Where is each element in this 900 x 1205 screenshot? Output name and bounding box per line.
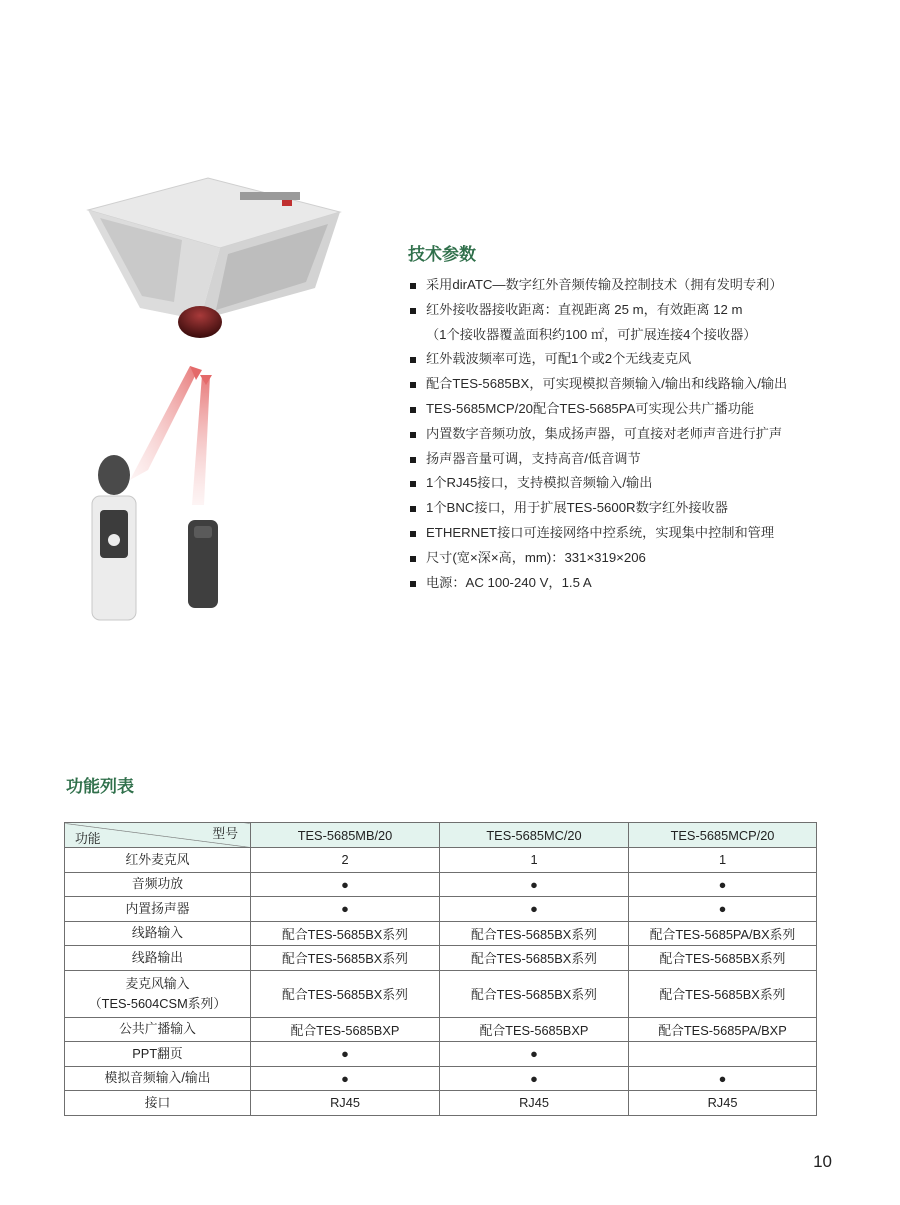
spec-item [408, 571, 858, 596]
spec-item [408, 447, 858, 472]
table-cell: 配合TES-5685BX系列 [251, 946, 440, 971]
table-row [65, 897, 817, 922]
row-header: 音频功放 [65, 872, 251, 897]
specs-title: 技术参数 [408, 245, 476, 264]
table-cell: ● [440, 1066, 629, 1091]
spec-item [408, 298, 858, 323]
row-header: PPT翻页 [65, 1042, 251, 1067]
spec-list [408, 273, 858, 595]
table-cell: 配合TES-5685BX系列 [629, 946, 817, 971]
spec-item [408, 397, 858, 422]
tech-specs [408, 240, 858, 595]
feature-table-title: 功能列表 [66, 777, 134, 796]
row-header: 红外麦克风 [65, 848, 251, 873]
row-header-line: （TES-5604CSM系列） [88, 995, 227, 1011]
spec-text: TES-5685MCP/20配合TES-5685PA可实现公共广播功能 [426, 400, 755, 416]
spec-item [408, 347, 858, 372]
table-cell: ● [251, 897, 440, 922]
bullet-icon [410, 283, 416, 289]
row-header: 公共广播输入 [65, 1017, 251, 1042]
spec-text: 扬声器音量可调，支持高音/低音调节 [426, 450, 641, 466]
table-cell [629, 1042, 817, 1067]
table-row [65, 1017, 817, 1042]
table-cell: RJ45 [251, 1091, 440, 1116]
product-illustration [70, 170, 370, 630]
table-cell: 配合TES-5685BX系列 [251, 970, 440, 1017]
bullet-icon [410, 432, 416, 438]
pendant-microphone [188, 520, 218, 608]
spec-text: 电源：AC 100-240 V，1.5 A [426, 574, 592, 590]
bullet-icon [410, 407, 416, 413]
row-header: 接口 [65, 1091, 251, 1116]
spec-item [408, 422, 858, 447]
feature-table [64, 822, 817, 1116]
bullet-icon [410, 382, 416, 388]
spec-item [408, 372, 858, 397]
spec-item-continuation [408, 323, 858, 348]
table-cell: 配合TES-5685BX系列 [440, 921, 629, 946]
bullet-icon [410, 531, 416, 537]
bullet-icon [410, 357, 416, 363]
bullet-icon [410, 457, 416, 463]
bullet-icon [410, 308, 416, 314]
spec-item [408, 273, 858, 298]
bullet-icon [410, 506, 416, 512]
table-row [65, 848, 817, 873]
table-corner-cell [65, 823, 251, 848]
table-cell: ● [251, 1066, 440, 1091]
table-cell: 配合TES-5685PA/BXP [629, 1017, 817, 1042]
spec-text: 内置数字音频功放，集成扬声器，可直接对老师声音进行扩声 [426, 425, 783, 441]
table-row [65, 1042, 817, 1067]
table-cell: 配合TES-5685BXP [251, 1017, 440, 1042]
table-cell: 1 [440, 848, 629, 873]
row-header: 内置扬声器 [65, 897, 251, 922]
row-header: 模拟音频输入/输出 [65, 1066, 251, 1091]
bullet-icon [410, 481, 416, 487]
table-cell: ● [251, 1042, 440, 1067]
table-cell: RJ45 [629, 1091, 817, 1116]
column-header: TES-5685MC/20 [440, 823, 629, 848]
spec-item [408, 521, 858, 546]
table-cell: ● [440, 872, 629, 897]
row-header-line: 麦克风输入 [125, 975, 190, 991]
bullet-icon [410, 556, 416, 562]
spec-text: 配合TES-5685BX，可实现模拟音频输入/输出和线路输入/输出 [426, 376, 788, 392]
table-row [65, 1091, 817, 1116]
spec-text: 采用dirATC—数字红外音频传输及控制技术（拥有发明专利） [426, 277, 783, 292]
spec-text: 1个BNC接口，用于扩展TES-5600R数字红外接收器 [426, 500, 728, 516]
table-cell: 配合TES-5685PA/BX系列 [629, 921, 817, 946]
table-cell: ● [440, 897, 629, 922]
spec-text: 1个RJ45接口，支持模拟音频输入/输出 [426, 475, 653, 491]
row-header: 线路输入 [65, 921, 251, 946]
spec-item [408, 496, 858, 521]
table-row [65, 970, 817, 1017]
corner-model-label: 型号 [212, 826, 238, 841]
table-row [65, 872, 817, 897]
table-cell: 2 [251, 848, 440, 873]
table-cell: 1 [629, 848, 817, 873]
table-cell: ● [440, 1042, 629, 1067]
spec-item [408, 546, 858, 571]
page-number: 10 [813, 1152, 832, 1171]
spec-text: （1个接收器覆盖面积约100 ㎡，可扩展连接4个接收器） [426, 326, 757, 342]
row-header [65, 970, 251, 1017]
table-cell: 配合TES-5685BX系列 [629, 970, 817, 1017]
table-cell: 配合TES-5685BX系列 [440, 946, 629, 971]
table-cell: ● [629, 872, 817, 897]
table-row [65, 921, 817, 946]
table-cell: ● [251, 872, 440, 897]
spec-text: 红外接收器接收距离：直视距离 25 m，有效距离 12 m [426, 301, 743, 317]
spec-text: 红外载波频率可选，可配1个或2个无线麦克风 [426, 351, 692, 367]
handheld-microphone [92, 455, 136, 620]
corner-feature-label: 功能 [75, 831, 101, 846]
ceiling-speaker-unit [88, 178, 340, 338]
table-row [65, 1066, 817, 1091]
column-header: TES-5685MB/20 [251, 823, 440, 848]
table-row [65, 946, 817, 971]
table-cell: 配合TES-5685BX系列 [440, 970, 629, 1017]
column-header: TES-5685MCP/20 [629, 823, 817, 848]
spec-item [408, 471, 858, 496]
spec-text: ETHERNET接口可连接网络中控系统，实现集中控制和管理 [426, 524, 775, 540]
table-cell: RJ45 [440, 1091, 629, 1116]
bullet-icon [410, 581, 416, 587]
table-cell: 配合TES-5685BX系列 [251, 921, 440, 946]
table-cell: ● [629, 897, 817, 922]
spec-text: 尺寸(宽×深×高，mm)：331×319×206 [426, 549, 646, 565]
table-header-row [65, 823, 817, 848]
table-cell: 配合TES-5685BXP [440, 1017, 629, 1042]
row-header: 线路输出 [65, 946, 251, 971]
table-cell: ● [629, 1066, 817, 1091]
